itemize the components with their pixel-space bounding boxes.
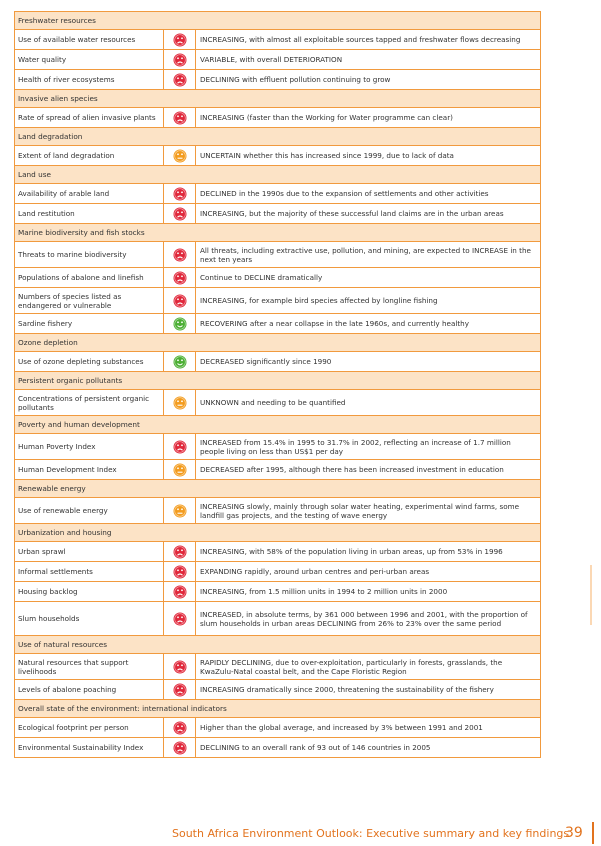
trend-cell: UNKNOWN and needing to be quantified bbox=[200, 398, 346, 407]
sad-face-icon bbox=[173, 565, 187, 579]
sad-face-icon bbox=[173, 111, 187, 125]
sad-face-icon bbox=[173, 73, 187, 87]
section-header: Land degradation bbox=[15, 128, 540, 146]
indicator-table bbox=[14, 11, 541, 758]
table-row bbox=[15, 146, 540, 166]
table-row bbox=[15, 582, 540, 602]
table-row bbox=[15, 30, 540, 50]
trend-cell: VARIABLE, with overall DETERIORATION bbox=[200, 55, 343, 64]
indicator-cell: Levels of abalone poaching bbox=[15, 680, 164, 699]
section-header: Freshwater resources bbox=[15, 12, 540, 30]
trend-cell: UNCERTAIN whether this has increased since 1999, due to lack of data bbox=[200, 151, 454, 160]
table-row bbox=[15, 288, 540, 314]
trend-cell: Continue to DECLINE dramatically bbox=[200, 273, 323, 282]
sad-face-icon bbox=[173, 294, 187, 308]
sad-face-icon bbox=[173, 741, 187, 755]
table-row bbox=[15, 460, 540, 480]
table-row bbox=[15, 718, 540, 738]
table-row bbox=[15, 184, 540, 204]
indicator-cell: Concentrations of persistent organic pollutants bbox=[15, 390, 164, 415]
sad-face-icon bbox=[173, 248, 187, 262]
status-cell bbox=[164, 30, 196, 49]
section-header: Ozone depletion bbox=[15, 334, 540, 352]
indicator-cell: Sardine fishery bbox=[15, 314, 164, 333]
status-cell bbox=[164, 50, 196, 69]
table-row bbox=[15, 50, 540, 70]
indicator-cell: Land restitution bbox=[15, 204, 164, 223]
indicator-cell: Health of river ecosystems bbox=[15, 70, 164, 89]
indicator-cell: Populations of abalone and linefish bbox=[15, 268, 164, 287]
status-cell bbox=[164, 434, 196, 459]
happy-face-icon bbox=[173, 317, 187, 331]
sad-face-icon bbox=[173, 187, 187, 201]
status-cell bbox=[164, 498, 196, 523]
status-cell bbox=[164, 562, 196, 581]
trend-cell: INCREASING, with 58% of the population living in urban areas, up from 53% in 1996 bbox=[200, 547, 503, 556]
status-cell bbox=[164, 542, 196, 561]
status-cell bbox=[164, 70, 196, 89]
sad-face-icon bbox=[173, 207, 187, 221]
table-row bbox=[15, 542, 540, 562]
indicator-cell: Threats to marine biodiversity bbox=[15, 242, 164, 267]
table-row bbox=[15, 654, 540, 680]
indicator-cell: Urban sprawl bbox=[15, 542, 164, 561]
indicator-cell: Extent of land degradation bbox=[15, 146, 164, 165]
table-row bbox=[15, 390, 540, 416]
section-header: Invasive alien species bbox=[15, 90, 540, 108]
indicator-cell: Use of available water resources bbox=[15, 30, 164, 49]
section-header: Overall state of the environment: international indicators bbox=[15, 700, 540, 718]
section-header: Use of natural resources bbox=[15, 636, 540, 654]
section-header: Renewable energy bbox=[15, 480, 540, 498]
status-cell bbox=[164, 146, 196, 165]
table-row bbox=[15, 352, 540, 372]
table-row bbox=[15, 70, 540, 90]
trend-cell: INCREASING slowly, mainly through solar water heating, experimental wind farms, some landfill gas projects, and the testing of wave energy bbox=[200, 501, 520, 520]
neutral-face-icon bbox=[173, 149, 187, 163]
footer-title: South Africa Environment Outlook: Executive summary and key findings bbox=[172, 827, 570, 840]
status-cell bbox=[164, 654, 196, 679]
trend-cell: Higher than the global average, and increased by 3% between 1991 and 2001 bbox=[200, 723, 483, 732]
sad-face-icon bbox=[173, 440, 187, 454]
indicator-cell: Human Poverty Index bbox=[15, 434, 164, 459]
indicator-cell: Numbers of species listed as endangered or vulnerable bbox=[15, 288, 164, 313]
sad-face-icon bbox=[173, 33, 187, 47]
indicator-cell: Use of renewable energy bbox=[15, 498, 164, 523]
trend-cell: RECOVERING after a near collapse in the late 1960s, and currently healthy bbox=[200, 319, 469, 328]
table-row bbox=[15, 108, 540, 128]
trend-cell: INCREASED, in absolute terms, by 361 000 between 1996 and 2001, with the proportion of slum households in urban areas DECLINING from 26% to 23% over the same period bbox=[200, 609, 528, 628]
status-cell bbox=[164, 352, 196, 371]
status-cell bbox=[164, 242, 196, 267]
trend-cell: EXPANDING rapidly, around urban centres and peri-urban areas bbox=[200, 567, 430, 576]
trend-cell: INCREASING (faster than the Working for Water programme can clear) bbox=[200, 113, 453, 122]
table-row bbox=[15, 268, 540, 288]
indicator-cell: Availability of arable land bbox=[15, 184, 164, 203]
indicator-cell: Informal settlements bbox=[15, 562, 164, 581]
happy-face-icon bbox=[173, 355, 187, 369]
section-header: Urbanization and housing bbox=[15, 524, 540, 542]
section-header: Poverty and human development bbox=[15, 416, 540, 434]
status-cell bbox=[164, 460, 196, 479]
trend-cell: All threats, including extractive use, pollution, and mining, are expected to INCREASE in the next ten years bbox=[200, 245, 531, 264]
trend-cell: DECLINED in the 1990s due to the expansion of settlements and other activities bbox=[200, 189, 489, 198]
page-number: 39 bbox=[565, 825, 583, 841]
table-row bbox=[15, 562, 540, 582]
status-cell bbox=[164, 268, 196, 287]
trend-cell: RAPIDLY DECLINING, due to over-exploitation, particularly in forests, grasslands, the KwaZulu-Natal coastal belt, and the Cape Floristic Region bbox=[200, 657, 503, 676]
table-row bbox=[15, 738, 540, 758]
table-row bbox=[15, 434, 540, 460]
sad-face-icon bbox=[173, 683, 187, 697]
trend-cell: DECREASED significantly since 1990 bbox=[200, 357, 332, 366]
status-cell bbox=[164, 738, 196, 757]
status-cell bbox=[164, 204, 196, 223]
sad-face-icon bbox=[173, 721, 187, 735]
indicator-cell: Rate of spread of alien invasive plants bbox=[15, 108, 164, 127]
status-cell bbox=[164, 314, 196, 333]
status-cell bbox=[164, 582, 196, 601]
indicator-cell: Natural resources that support livelihoods bbox=[15, 654, 164, 679]
status-cell bbox=[164, 680, 196, 699]
table-row bbox=[15, 242, 540, 268]
side-marker bbox=[590, 565, 592, 625]
trend-cell: DECLINING to an overall rank of 93 out of 146 countries in 2005 bbox=[200, 743, 431, 752]
section-header: Marine biodiversity and fish stocks bbox=[15, 224, 540, 242]
trend-cell: INCREASING, for example bird species affected by longline fishing bbox=[200, 296, 438, 305]
status-cell bbox=[164, 390, 196, 415]
indicator-cell: Use of ozone depleting substances bbox=[15, 352, 164, 371]
sad-face-icon bbox=[173, 612, 187, 626]
sad-face-icon bbox=[173, 585, 187, 599]
indicator-cell: Slum households bbox=[15, 602, 164, 635]
neutral-face-icon bbox=[173, 396, 187, 410]
sad-face-icon bbox=[173, 660, 187, 674]
trend-cell: DECLINING with effluent pollution continuing to grow bbox=[200, 75, 391, 84]
trend-cell: INCREASING, but the majority of these successful land claims are in the urban areas bbox=[200, 209, 504, 218]
section-header: Land use bbox=[15, 166, 540, 184]
trend-cell: DECREASED after 1995, although there has been increased investment in education bbox=[200, 465, 504, 474]
table-row bbox=[15, 602, 540, 636]
sad-face-icon bbox=[173, 53, 187, 67]
indicator-cell: Housing backlog bbox=[15, 582, 164, 601]
status-cell bbox=[164, 718, 196, 737]
status-cell bbox=[164, 184, 196, 203]
trend-cell: INCREASING dramatically since 2000, threatening the sustainability of the fishery bbox=[200, 685, 494, 694]
sad-face-icon bbox=[173, 545, 187, 559]
neutral-face-icon bbox=[173, 463, 187, 477]
trend-cell: INCREASING, with almost all exploitable sources tapped and freshwater flows decreasing bbox=[200, 35, 521, 44]
indicator-cell: Environmental Sustainability Index bbox=[15, 738, 164, 757]
table-row bbox=[15, 204, 540, 224]
status-cell bbox=[164, 108, 196, 127]
sad-face-icon bbox=[173, 271, 187, 285]
table-row bbox=[15, 680, 540, 700]
section-header: Persistent organic pollutants bbox=[15, 372, 540, 390]
trend-cell: INCREASING, from 1.5 million units in 1994 to 2 million units in 2000 bbox=[200, 587, 448, 596]
status-cell bbox=[164, 288, 196, 313]
neutral-face-icon bbox=[173, 504, 187, 518]
indicator-cell: Ecological footprint per person bbox=[15, 718, 164, 737]
indicator-cell: Human Development Index bbox=[15, 460, 164, 479]
indicator-cell: Water quality bbox=[15, 50, 164, 69]
table-row bbox=[15, 314, 540, 334]
page-divider bbox=[592, 822, 594, 844]
status-cell bbox=[164, 602, 196, 635]
table-row bbox=[15, 498, 540, 524]
trend-cell: INCREASED from 15.4% in 1995 to 31.7% in 2002, reflecting an increase of 1.7 million people living on less than US$1 per day bbox=[200, 437, 511, 456]
